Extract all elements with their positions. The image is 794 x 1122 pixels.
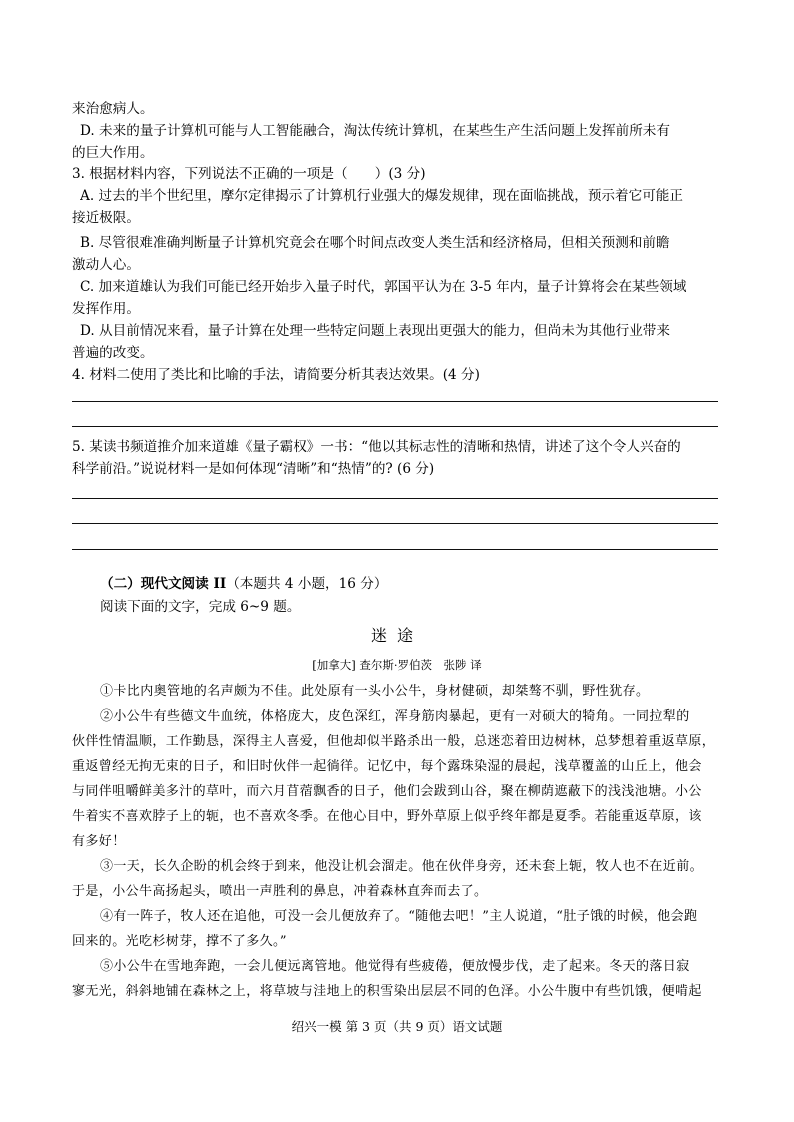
- story-line: ③一天，长久企盼的机会终于到来，他没让机会溜走。他在伙伴身旁，还未套上轭，牧人也不在近前。: [100, 859, 704, 874]
- q5-stem-line2: 科学前沿。”说说材料一是如何体现“清晰”和“热情”的? (6 分): [72, 461, 435, 477]
- section2-heading-rest: （本题共 4 小题，16 分）: [226, 576, 388, 592]
- story-line: 回来的。光吃杉树芽，撑不了多久。”: [72, 934, 287, 949]
- q3-option-d-line2: 普遍的改变。: [72, 345, 154, 361]
- q3-option-a-line1: A. 过去的半个世纪里，摩尔定律揭示了计算机行业强大的爆发规律，现在面临挑战，预示着它可能正: [80, 188, 683, 204]
- story-line: ①卡比内奥管地的名声颇为不佳。此处原有一头小公牛，身材健硕，却桀骜不驯，野性犹存。: [100, 684, 650, 699]
- q4-answer-line-2[interactable]: [72, 426, 718, 427]
- section2-instruction: 阅读下面的文字，完成 6~9 题。: [100, 599, 301, 615]
- q4-answer-line-1[interactable]: [72, 401, 718, 402]
- section2-heading: [100, 574, 750, 594]
- q3-stem: 3. 根据材料内容，下列说法不正确的一项是（ ）(3 分): [72, 166, 426, 182]
- story-line: ⑤小公牛在雪地奔跑，一会儿便远离管地。他觉得有些疲倦，便放慢步伐，走了起来。冬天的落日寂: [100, 959, 690, 974]
- q3-option-c-line2: 发挥作用。: [72, 301, 140, 317]
- story-line: 伙伴性情温顺，工作勤恳，深得主人喜爱，但他却似半路杀出一般，总迷恋着田边树林，总梦想着重返草原，: [72, 734, 716, 749]
- q5-answer-line-2[interactable]: [72, 523, 718, 524]
- story-line: 与同伴咀嚼鲜美多汁的草叶，而六月苜蓿飘香的日子，他们会跋到山谷，聚在柳荫遮蔽下的浅浅池塘。小公: [72, 784, 702, 799]
- story-line: ②小公牛有些德文牛血统，体格庞大，皮色深红，浑身筋肉暴起，更有一对硕大的犄角。一同拉犁的: [100, 709, 690, 724]
- q3-option-d-line1: D. 从目前情况来看，量子计算在处理一些特定问题上表现出更强大的能力，但尚未为其他行业带来: [80, 323, 670, 339]
- q5-answer-line-3[interactable]: [72, 549, 718, 550]
- q3-option-b-line2: 激动人心。: [72, 257, 140, 273]
- story-line: 于是，小公牛高扬起头，喷出一声胜利的鼻息，冲着森林直奔而去了。: [72, 884, 488, 899]
- q4-stem: 4. 材料二使用了类比和比喻的手法，请简要分析其表达效果。(4 分): [72, 367, 480, 383]
- story-byline: [加拿大] 查尔斯·罗伯茨 张陟 译: [312, 658, 482, 672]
- q5-stem-line1: 5. 某读书频道推介加来道雄《量子霸权》一书：“他以其标志性的清晰和热情，讲述了这个令人兴奋的: [72, 439, 681, 455]
- page-footer: 绍兴一模 第 3 页（共 9 页）语文试题: [291, 1019, 503, 1034]
- q2-option-d-line2: 的巨大作用。: [72, 145, 154, 161]
- section2-heading-bold: （二）现代文阅读 II: [100, 576, 227, 592]
- story-line: 牛着实不喜欢脖子上的轭，也不喜欢冬季。在他心目中，野外草原上似乎终年都是夏季。若能重返草原，该: [72, 809, 702, 824]
- story-title: 迷途: [370, 626, 423, 645]
- q5-answer-line-1[interactable]: [72, 498, 718, 499]
- story-line: ④有一阵子，牧人还在追他，可没一会儿便放弃了。“随他去吧！”主人说道，“肚子饿的时候，他会跑: [100, 909, 698, 924]
- q2-option-c-end: 来治愈病人。: [72, 101, 154, 117]
- q3-option-a-line2: 接近极限。: [72, 210, 140, 226]
- q3-option-c-line1: C. 加来道雄认为我们可能已经开始步入量子时代，郭国平认为在 3-5 年内，量子计算将会在某些领域: [80, 279, 687, 295]
- q3-option-b-line1: B. 尽管很难准确判断量子计算机究竟会在哪个时间点改变人类生活和经济格局，但相关预测和前瞻: [80, 235, 670, 251]
- story-line: 重返曾经无拘无束的日子，和旧时伙伴一起徜徉。记忆中，每个露珠染湿的晨起，浅草覆盖的山丘上，他会: [72, 759, 702, 774]
- q2-option-d-line1: D. 未来的量子计算机可能与人工智能融合，淘汰传统计算机，在某些生产生活问题上发挥前所未有: [80, 123, 670, 139]
- story-line: 寥无光，斜斜地铺在森林之上，将草坡与洼地上的积雪染出层层不同的色泽。小公牛腹中有些饥饿，便啃起: [72, 984, 702, 999]
- story-line: 有多好！: [72, 834, 126, 849]
